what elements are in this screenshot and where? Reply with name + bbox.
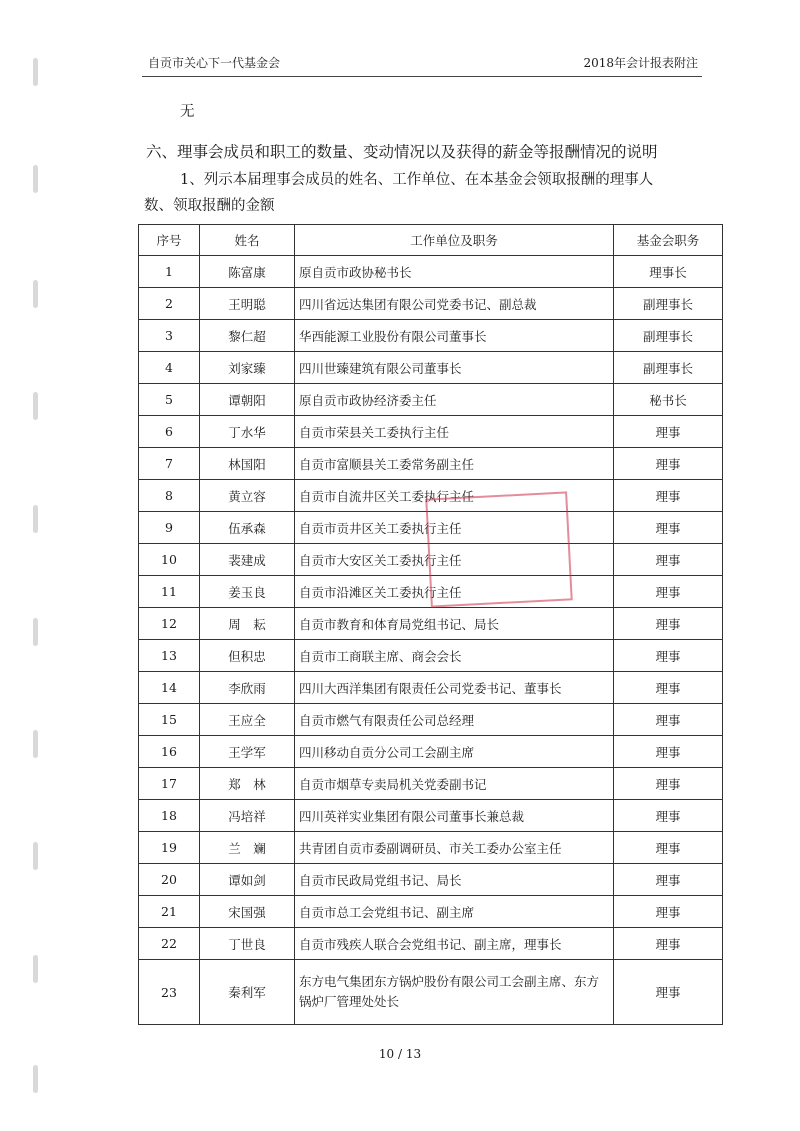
table-row: [139, 448, 723, 480]
cell-org: 自贡市残疾人联合会党组书记、副主席，理事长: [295, 928, 614, 960]
table-row: [139, 416, 723, 448]
table-header-row: [139, 225, 723, 256]
table-row: [139, 352, 723, 384]
table-row: [139, 480, 723, 512]
cell-name: 姜玉良: [200, 576, 295, 608]
cell-name: 伍承森: [200, 512, 295, 544]
cell-no: 3: [139, 320, 200, 352]
cell-name: 丁水华: [200, 416, 295, 448]
page-number: 10 / 13: [378, 1047, 422, 1061]
table-row: [139, 928, 723, 960]
cell-name: 刘家臻: [200, 352, 295, 384]
table-row: [139, 704, 723, 736]
text-none: 无: [180, 104, 195, 120]
punch-hole: [33, 955, 38, 983]
cell-name: 冯培祥: [200, 800, 295, 832]
table-row: [139, 544, 723, 576]
cell-no: 9: [139, 512, 200, 544]
cell-org: 自贡市荣县关工委执行主任: [295, 416, 614, 448]
header-org-name: 自贡市关心下一代基金会: [148, 56, 281, 70]
section-title: 六、理事会成员和职工的数量、变动情况以及获得的薪金等报酬情况的说明: [146, 143, 658, 161]
table-row: [139, 576, 723, 608]
cell-org: 东方电气集团东方锅炉股份有限公司工会副主席、东方锅炉厂管理处处长: [295, 960, 614, 1025]
cell-name: 王明聪: [200, 288, 295, 320]
cell-role: 理事: [614, 416, 723, 448]
cell-role: 理事长: [614, 256, 723, 288]
cell-no: 10: [139, 544, 200, 576]
cell-no: 20: [139, 864, 200, 896]
cell-name: 郑 林: [200, 768, 295, 800]
cell-no: 16: [139, 736, 200, 768]
cell-org: 自贡市总工会党组书记、副主席: [295, 896, 614, 928]
cell-org: 自贡市贡井区关工委执行主任: [295, 512, 614, 544]
table-row: [139, 288, 723, 320]
cell-role: 理事: [614, 864, 723, 896]
cell-no: 13: [139, 640, 200, 672]
cell-role: 理事: [614, 896, 723, 928]
cell-no: 21: [139, 896, 200, 928]
cell-org: 自贡市富顺县关工委常务副主任: [295, 448, 614, 480]
header-org: 工作单位及职务: [295, 225, 614, 256]
cell-role: 理事: [614, 448, 723, 480]
cell-role: 理事: [614, 576, 723, 608]
table-row: [139, 640, 723, 672]
header-no: 序号: [139, 225, 200, 256]
cell-no: 4: [139, 352, 200, 384]
cell-name: 王应全: [200, 704, 295, 736]
punch-hole: [33, 842, 38, 870]
cell-org: 四川大西洋集团有限责任公司党委书记、董事长: [295, 672, 614, 704]
punch-hole: [33, 730, 38, 758]
cell-name: 裴建成: [200, 544, 295, 576]
cell-role: 理事: [614, 640, 723, 672]
cell-org: 四川英祥实业集团有限公司董事长兼总裁: [295, 800, 614, 832]
header-name: 姓名: [200, 225, 295, 256]
cell-no: 5: [139, 384, 200, 416]
item-1-line-2: 数、领取报酬的金额: [144, 198, 275, 214]
cell-role: 理事: [614, 672, 723, 704]
cell-role: 理事: [614, 704, 723, 736]
cell-role: 理事: [614, 768, 723, 800]
cell-org: 自贡市工商联主席、商会会长: [295, 640, 614, 672]
cell-org: 自贡市沿滩区关工委执行主任: [295, 576, 614, 608]
cell-name: 兰 斓: [200, 832, 295, 864]
table-row: [139, 960, 723, 1025]
cell-role: 理事: [614, 480, 723, 512]
cell-name: 黄立容: [200, 480, 295, 512]
table-row: [139, 800, 723, 832]
table-row: [139, 384, 723, 416]
cell-no: 1: [139, 256, 200, 288]
header-report-title: 2018年会计报表附注: [583, 56, 698, 70]
cell-name: 黎仁超: [200, 320, 295, 352]
cell-no: 22: [139, 928, 200, 960]
punch-hole: [33, 165, 38, 193]
cell-role: 理事: [614, 544, 723, 576]
punch-hole: [33, 505, 38, 533]
cell-org: 四川世臻建筑有限公司董事长: [295, 352, 614, 384]
cell-org: 自贡市烟草专卖局机关党委副书记: [295, 768, 614, 800]
cell-role: 理事: [614, 608, 723, 640]
cell-name: 陈富康: [200, 256, 295, 288]
cell-org: 自贡市大安区关工委执行主任: [295, 544, 614, 576]
cell-name: 林国阳: [200, 448, 295, 480]
cell-org: 华西能源工业股份有限公司董事长: [295, 320, 614, 352]
cell-role: 副理事长: [614, 320, 723, 352]
table-row: [139, 608, 723, 640]
cell-no: 19: [139, 832, 200, 864]
cell-name: 但积忠: [200, 640, 295, 672]
cell-org: 自贡市燃气有限责任公司总经理: [295, 704, 614, 736]
cell-name: 宋国强: [200, 896, 295, 928]
cell-role: 副理事长: [614, 288, 723, 320]
cell-no: 2: [139, 288, 200, 320]
cell-role: 副理事长: [614, 352, 723, 384]
punch-hole: [33, 280, 38, 308]
cell-no: 12: [139, 608, 200, 640]
cell-no: 23: [139, 960, 200, 1025]
cell-name: 谭朝阳: [200, 384, 295, 416]
cell-name: 李欣雨: [200, 672, 295, 704]
cell-no: 11: [139, 576, 200, 608]
cell-no: 18: [139, 800, 200, 832]
cell-no: 17: [139, 768, 200, 800]
cell-org: 四川移动自贡分公司工会副主席: [295, 736, 614, 768]
punch-hole: [33, 1065, 38, 1093]
cell-role: 理事: [614, 928, 723, 960]
cell-name: 王学军: [200, 736, 295, 768]
table-row: [139, 672, 723, 704]
table-row: [139, 736, 723, 768]
cell-name: 丁世良: [200, 928, 295, 960]
table-row: [139, 864, 723, 896]
cell-name: 谭如剑: [200, 864, 295, 896]
cell-org: 原自贡市政协经济委主任: [295, 384, 614, 416]
cell-org: 共青团自贡市委副调研员、市关工委办公室主任: [295, 832, 614, 864]
cell-role: 理事: [614, 832, 723, 864]
table-row: [139, 896, 723, 928]
cell-role: 理事: [614, 512, 723, 544]
table-row: [139, 512, 723, 544]
cell-org: 自贡市民政局党组书记、局长: [295, 864, 614, 896]
board-members-table: [138, 224, 723, 1025]
punch-hole: [33, 58, 38, 86]
cell-no: 6: [139, 416, 200, 448]
cell-no: 15: [139, 704, 200, 736]
cell-role: 理事: [614, 800, 723, 832]
cell-no: 7: [139, 448, 200, 480]
page-header: [142, 48, 702, 77]
cell-role: 理事: [614, 960, 723, 1025]
cell-org: 自贡市自流井区关工委执行主任: [295, 480, 614, 512]
cell-role: 理事: [614, 736, 723, 768]
punch-hole: [33, 618, 38, 646]
item-1-line-1: 1、列示本届理事会成员的姓名、工作单位、在本基金会领取报酬的理事人: [180, 172, 654, 188]
cell-org: 四川省远达集团有限公司党委书记、副总裁: [295, 288, 614, 320]
cell-name: 秦利军: [200, 960, 295, 1025]
cell-org: 自贡市教育和体育局党组书记、局长: [295, 608, 614, 640]
table-row: [139, 768, 723, 800]
table-row: [139, 256, 723, 288]
cell-org: 原自贡市政协秘书长: [295, 256, 614, 288]
header-role: 基金会职务: [614, 225, 723, 256]
cell-no: 14: [139, 672, 200, 704]
table-row: [139, 320, 723, 352]
cell-role: 秘书长: [614, 384, 723, 416]
cell-name: 周 耘: [200, 608, 295, 640]
table-row: [139, 832, 723, 864]
punch-hole: [33, 392, 38, 420]
cell-no: 8: [139, 480, 200, 512]
